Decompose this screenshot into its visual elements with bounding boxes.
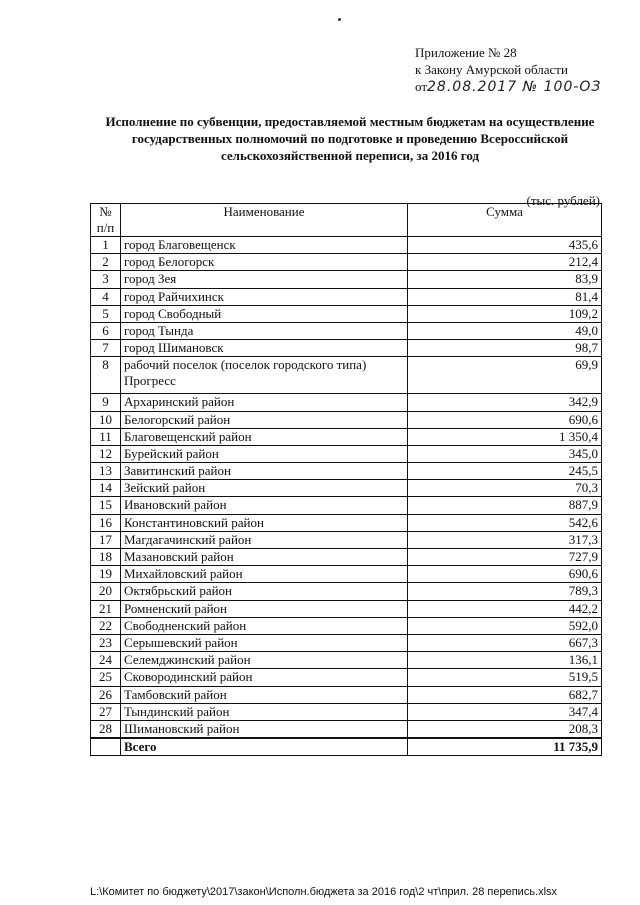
- table-row: [91, 271, 602, 288]
- header-num: № п/п: [91, 204, 121, 237]
- row-name: Тамбовский район: [121, 686, 408, 703]
- appendix-date-line: [415, 78, 601, 96]
- row-sum: 592,0: [408, 617, 602, 634]
- row-name: Благовещенский район: [121, 428, 408, 445]
- header-sum: Сумма: [408, 204, 602, 237]
- row-name: город Свободный: [121, 305, 408, 322]
- row-sum: 347,4: [408, 703, 602, 720]
- row-name: рабочий поселок (поселок городского типа) Прогресс: [121, 357, 408, 394]
- row-sum: 667,3: [408, 634, 602, 651]
- row-name: город Белогорск: [121, 254, 408, 271]
- row-name: Сковородинский район: [121, 669, 408, 686]
- table-row: [91, 549, 602, 566]
- row-sum: 345,0: [408, 445, 602, 462]
- row-num: 4: [91, 288, 121, 305]
- row-name: Октябрьский район: [121, 583, 408, 600]
- row-num: 28: [91, 720, 121, 738]
- table-row: [91, 652, 602, 669]
- row-name: Серышевский район: [121, 634, 408, 651]
- row-name: Константиновский район: [121, 514, 408, 531]
- appendix-block: [415, 44, 601, 96]
- table-body: [91, 237, 602, 739]
- appendix-law: к Закону Амурской области: [415, 62, 568, 77]
- row-name: Михайловский район: [121, 566, 408, 583]
- table-row: [91, 411, 602, 428]
- row-sum: 519,5: [408, 669, 602, 686]
- row-name: город Райчихинск: [121, 288, 408, 305]
- table-row: [91, 357, 602, 394]
- row-name: Завитинский район: [121, 463, 408, 480]
- row-name: Белогорский район: [121, 411, 408, 428]
- row-sum: 83,9: [408, 271, 602, 288]
- table-row: [91, 237, 602, 254]
- row-num: 20: [91, 583, 121, 600]
- row-sum: 1 350,4: [408, 428, 602, 445]
- row-sum: 49,0: [408, 322, 602, 339]
- document-title: Исполнение по субвенции, предоставляемой местным бюджетам на осуществление государственных полномочий по подготовке и проведению Всероссийской сельскохозяйственной переписи, за 2016 год: [105, 114, 595, 163]
- row-sum: 727,9: [408, 549, 602, 566]
- total-label: Всего: [121, 738, 408, 756]
- row-sum: 81,4: [408, 288, 602, 305]
- row-num: 7: [91, 340, 121, 357]
- row-num: 6: [91, 322, 121, 339]
- row-name: Магдагачинский район: [121, 531, 408, 548]
- units-label: (тыс. рублей): [526, 193, 600, 208]
- row-num: 10: [91, 411, 121, 428]
- row-sum: 435,6: [408, 237, 602, 254]
- row-num: 5: [91, 305, 121, 322]
- table-row: [91, 634, 602, 651]
- table-row: [91, 531, 602, 548]
- row-sum: 690,6: [408, 566, 602, 583]
- total-row: [91, 738, 602, 756]
- row-sum: 682,7: [408, 686, 602, 703]
- row-sum: 690,6: [408, 411, 602, 428]
- row-sum: 442,2: [408, 600, 602, 617]
- row-sum: 887,9: [408, 497, 602, 514]
- table-row: [91, 600, 602, 617]
- row-name: город Шимановск: [121, 340, 408, 357]
- row-sum: 789,3: [408, 583, 602, 600]
- table-row: [91, 445, 602, 462]
- row-num: 22: [91, 617, 121, 634]
- row-num: 25: [91, 669, 121, 686]
- row-name: Тындинский район: [121, 703, 408, 720]
- row-sum: 70,3: [408, 480, 602, 497]
- table-row: [91, 305, 602, 322]
- subvention-table: [90, 203, 602, 756]
- table-row: [91, 288, 602, 305]
- row-num: 18: [91, 549, 121, 566]
- row-name: Зейский район: [121, 480, 408, 497]
- table-row: [91, 254, 602, 271]
- table-row: [91, 394, 602, 411]
- header-name: Наименование: [121, 204, 408, 237]
- row-name: Бурейский район: [121, 445, 408, 462]
- table-row: [91, 703, 602, 720]
- row-num: 27: [91, 703, 121, 720]
- table-row: [91, 669, 602, 686]
- row-sum: 136,1: [408, 652, 602, 669]
- total-num-cell: [91, 738, 121, 756]
- row-num: 1: [91, 237, 121, 254]
- table-row: [91, 514, 602, 531]
- row-num: 16: [91, 514, 121, 531]
- table-row: [91, 428, 602, 445]
- row-name: Ивановский район: [121, 497, 408, 514]
- table-row: [91, 720, 602, 738]
- row-num: 12: [91, 445, 121, 462]
- row-num: 15: [91, 497, 121, 514]
- row-name: Селемджинский район: [121, 652, 408, 669]
- table-row: [91, 686, 602, 703]
- row-name: Архаринский район: [121, 394, 408, 411]
- row-num: 8: [91, 357, 121, 394]
- row-num: 11: [91, 428, 121, 445]
- row-num: 3: [91, 271, 121, 288]
- row-sum: 212,4: [408, 254, 602, 271]
- row-num: 23: [91, 634, 121, 651]
- row-name: город Зея: [121, 271, 408, 288]
- row-num: 19: [91, 566, 121, 583]
- row-name: Шимановский район: [121, 720, 408, 738]
- row-sum: 317,3: [408, 531, 602, 548]
- table-header-row: [91, 204, 602, 237]
- row-num: 9: [91, 394, 121, 411]
- row-sum: 542,6: [408, 514, 602, 531]
- row-num: 14: [91, 480, 121, 497]
- row-name: Ромненский район: [121, 600, 408, 617]
- row-num: 21: [91, 600, 121, 617]
- row-num: 17: [91, 531, 121, 548]
- table-row: [91, 617, 602, 634]
- table-row: [91, 340, 602, 357]
- row-name: город Благовещенск: [121, 237, 408, 254]
- row-num: 24: [91, 652, 121, 669]
- table-row: [91, 566, 602, 583]
- row-sum: 342,9: [408, 394, 602, 411]
- row-name: город Тында: [121, 322, 408, 339]
- row-sum: 109,2: [408, 305, 602, 322]
- row-sum: 208,3: [408, 720, 602, 738]
- table-row: [91, 480, 602, 497]
- handwritten-date: 28.08.2017 № 100-ОЗ: [427, 79, 602, 95]
- table-row: [91, 463, 602, 480]
- row-sum: 98,7: [408, 340, 602, 357]
- row-sum: 245,5: [408, 463, 602, 480]
- table-row: [91, 497, 602, 514]
- row-num: 2: [91, 254, 121, 271]
- row-num: 26: [91, 686, 121, 703]
- appendix-date-prefix: от: [415, 79, 428, 94]
- row-num: 13: [91, 463, 121, 480]
- total-sum: 11 735,9: [408, 738, 602, 756]
- row-name: Свободненский район: [121, 617, 408, 634]
- table-row: [91, 583, 602, 600]
- scan-mark: [338, 18, 341, 21]
- appendix-number: Приложение № 28: [415, 45, 517, 60]
- file-path-footer: L:\Комитет по бюджету\2017\закон\Исполн.бюджета за 2016 год\2 чт\прил. 28 перепись.xlsx: [90, 886, 558, 898]
- table-row: [91, 322, 602, 339]
- row-sum: 69,9: [408, 357, 602, 394]
- row-name: Мазановский район: [121, 549, 408, 566]
